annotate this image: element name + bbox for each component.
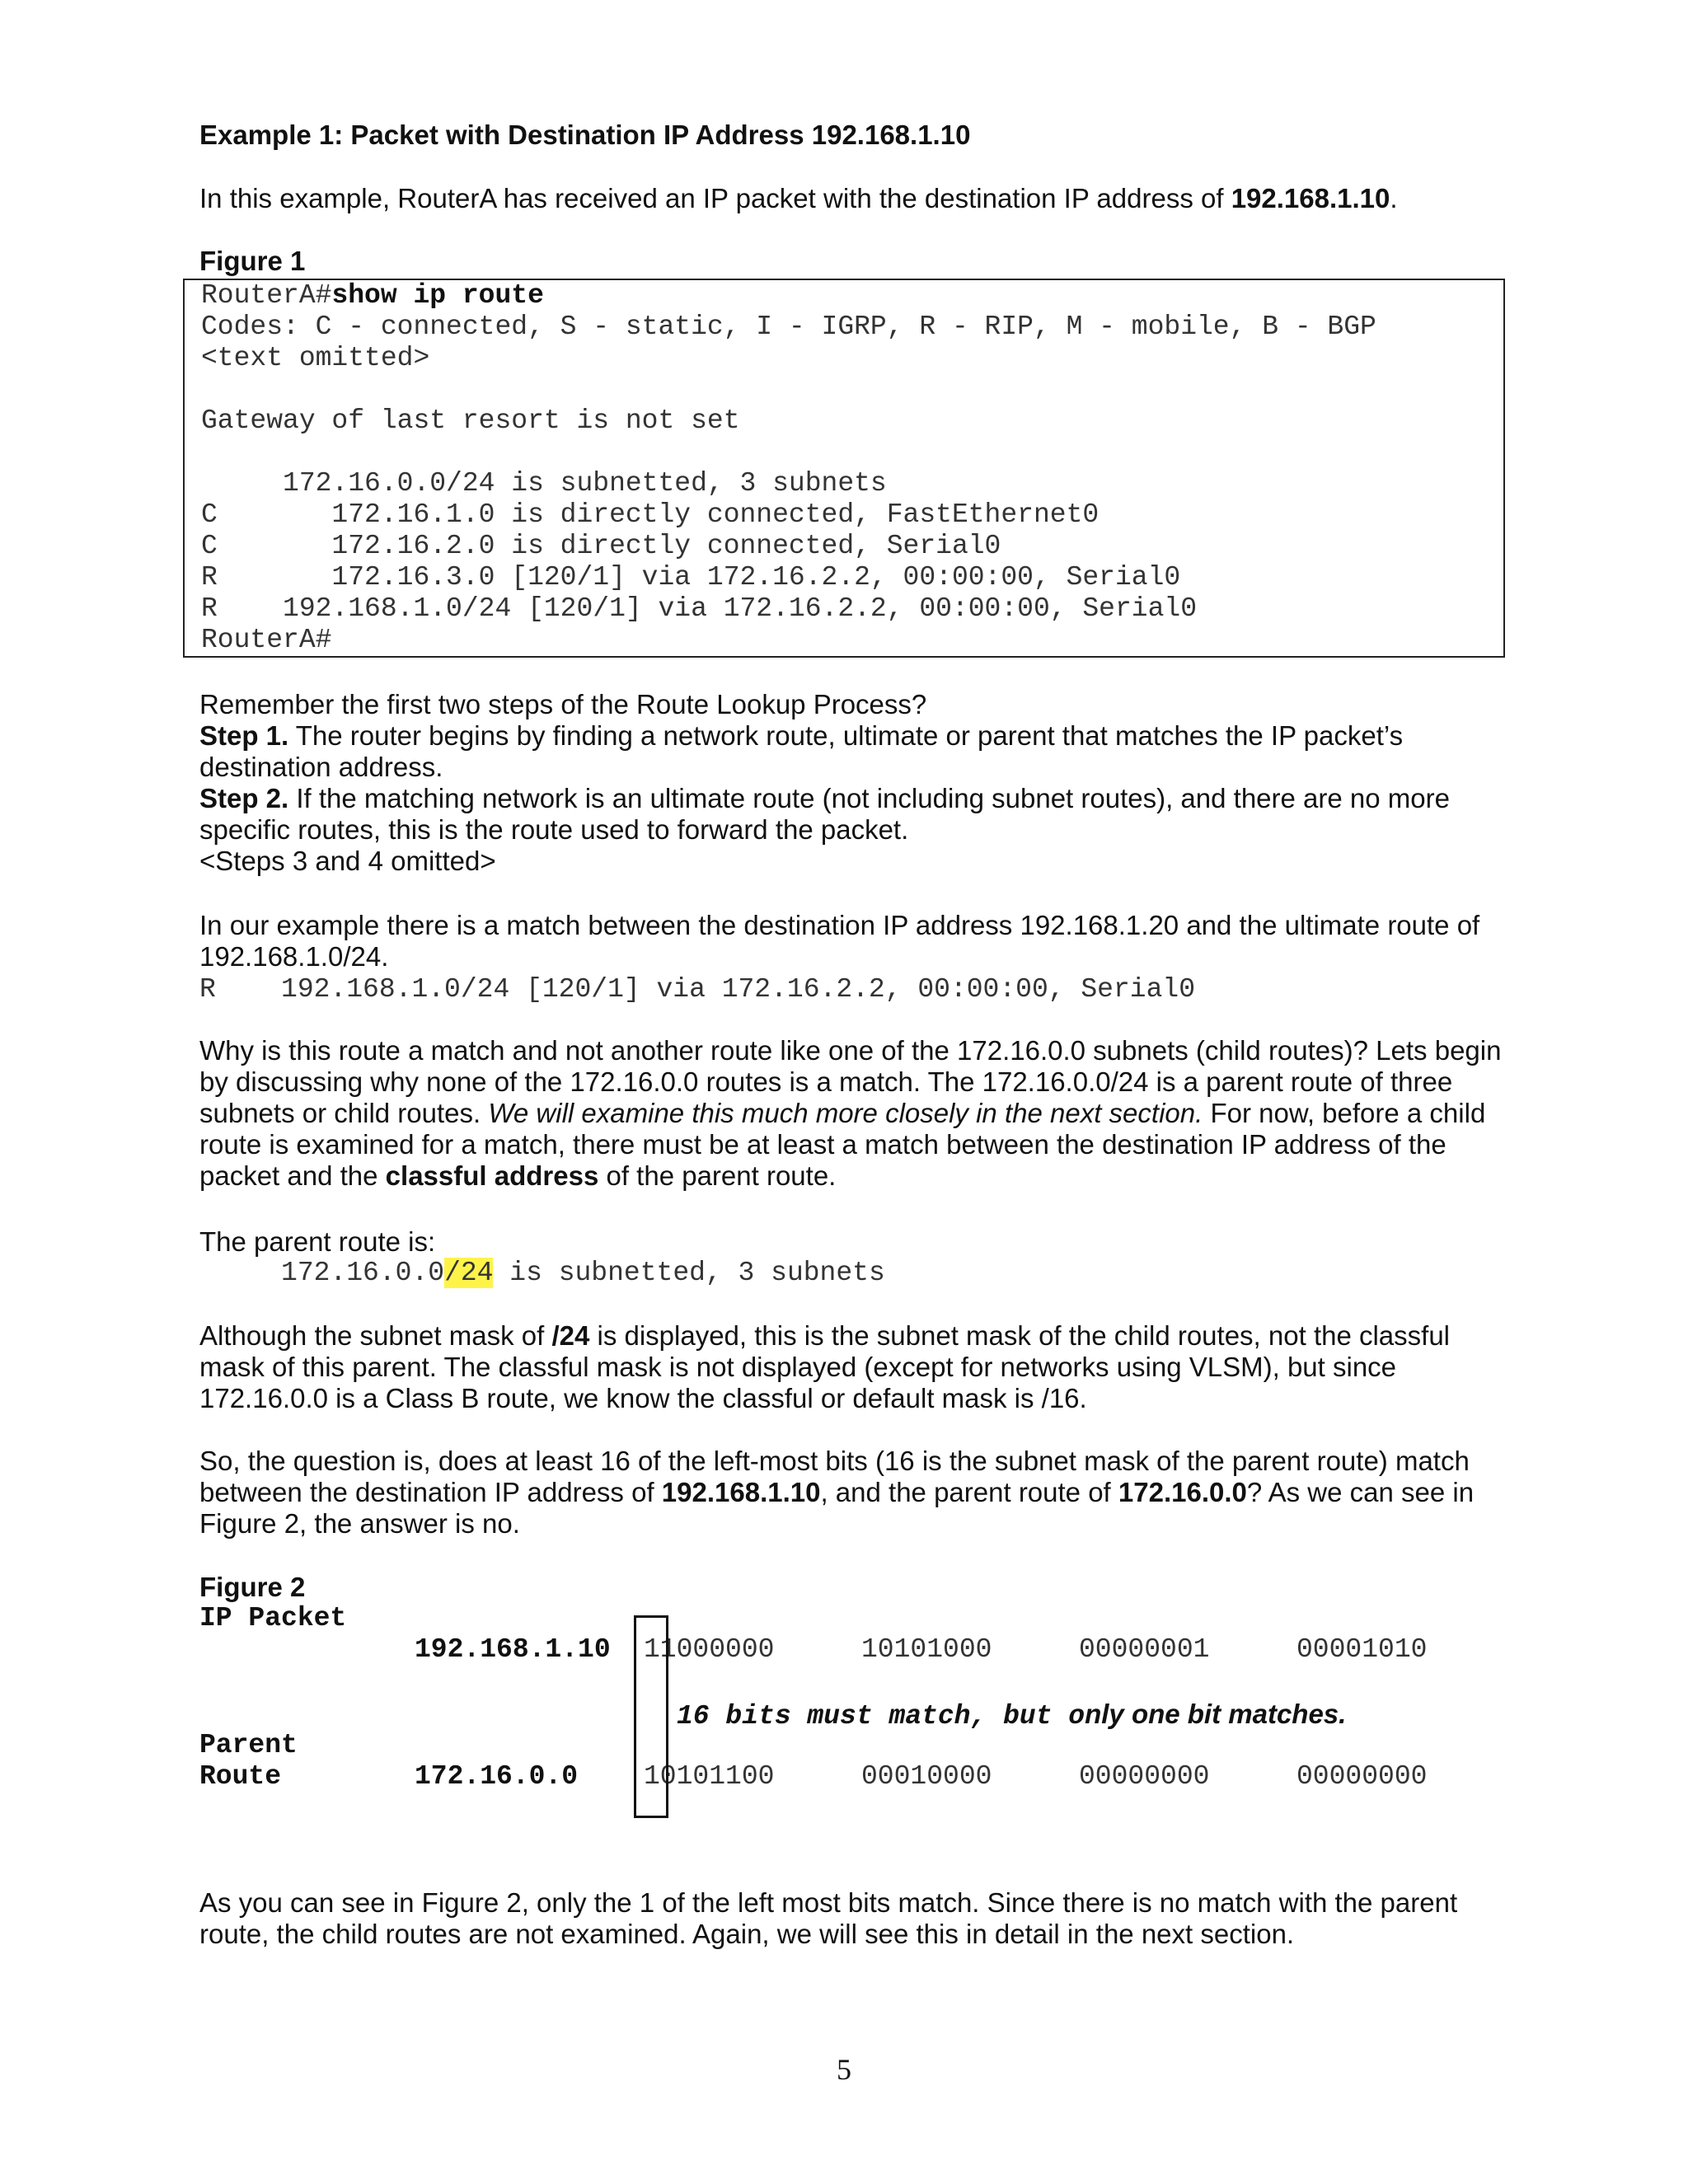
code-line: C 172.16.2.0 is directly connected, Serial0 <box>201 531 1001 561</box>
step-2-text: If the matching network is an ultimate route (not including subnet routes), and there are no more specific routes, this is the route used to forward the packet. <box>199 783 1450 845</box>
figure2-packet-label: IP Packet <box>199 1603 347 1633</box>
step-1-text: The router begins by finding a network route, ultimate or parent that matches the IP packet’s destination address. <box>199 720 1404 782</box>
figure2-note-mono: 16 bits must match, but o <box>677 1701 1085 1732</box>
parent-route-pre: 172.16.0.0 <box>199 1258 445 1288</box>
parent-octet: 00000000 <box>1296 1761 1428 1792</box>
figure1-code-box <box>183 279 1505 658</box>
code-line: C 172.16.1.0 is directly connected, FastEthernet0 <box>201 499 1100 530</box>
figure2-parent-label-1: Parent <box>199 1730 298 1760</box>
packet-octet: 00000001 <box>1079 1634 1210 1665</box>
parent-octet: 00010000 <box>861 1761 992 1792</box>
steps-section <box>199 689 1502 877</box>
steps-question: Remember the first two steps of the Route Lookup Process? <box>199 689 927 719</box>
why-text-2: For now, before a child route is examined for a match, there must be at least a match between the destination IP address of the packet and the <box>199 1098 1486 1191</box>
step-2-label: Step 2. <box>199 783 289 813</box>
intro-text: In this example, RouterA has received an IP packet with the destination IP address of <box>199 183 1231 213</box>
why-italic: We will examine this much more closely in the next section. <box>488 1098 1203 1128</box>
code-line-command <box>201 280 544 312</box>
code-line: Codes: C - connected, S - static, I - IGRP, R - RIP, M - mobile, B - BGP <box>201 312 1376 342</box>
match-route-line: R 192.168.1.0/24 [120/1] via 172.16.2.2, 00:00:00, Serial0 <box>199 974 1195 1005</box>
mask-bold: /24 <box>551 1320 590 1351</box>
question-paragraph <box>199 1446 1502 1540</box>
intro-end: . <box>1390 183 1398 213</box>
parent-octet: 00000000 <box>1079 1761 1210 1792</box>
why-text-1: Why is this route a match and not another route like one of the 172.16.0.0 subnets (child routes)? Lets begin by discussing why none of the 172.16.0.0 routes is a match. The 172.16.0.0/24 is a parent route of three subnets or child routes. <box>199 1035 1502 1128</box>
code-prompt: RouterA# <box>201 280 332 311</box>
figure2-label: Figure 2 <box>199 1572 306 1602</box>
steps-omitted: <Steps 3 and 4 omitted> <box>199 846 496 876</box>
question-text-pre: So, the question is, does at least 16 of the left-most bits (16 is the subnet mask of the parent route) match between the destination IP address of <box>199 1446 1470 1507</box>
figure2-note <box>677 1699 1346 1732</box>
question-text-post: ? As we can see in Figure 2, the answer is no. <box>199 1477 1475 1539</box>
code-line: 172.16.0.0/24 is subnetted, 3 subnets <box>201 468 887 499</box>
intro-ip: 192.168.1.10 <box>1231 183 1390 213</box>
why-bold: classful address <box>385 1160 599 1191</box>
closing-paragraph: As you can see in Figure 2, only the 1 of the left most bits match. Since there is no match with the parent route, the child routes are not examined. Again, we will see this in detail in the next section. <box>199 1887 1458 1949</box>
example-heading: Example 1: Packet with Destination IP Address 192.168.1.10 <box>199 120 971 150</box>
question-bold-parent: 172.16.0.0 <box>1118 1477 1247 1507</box>
figure1-label: Figure 1 <box>199 246 306 276</box>
code-line: R 172.16.3.0 [120/1] via 172.16.2.2, 00:00:00, Serial0 <box>201 562 1181 593</box>
step-1-label: Step 1. <box>199 720 289 751</box>
code-line: <text omitted> <box>201 343 430 373</box>
parent-route-highlight: /24 <box>444 1258 494 1288</box>
why-text-3: of the parent route. <box>598 1160 837 1191</box>
mask-paragraph <box>199 1320 1502 1414</box>
code-line: R 192.168.1.0/24 [120/1] via 172.16.2.2, 00:00:00, Serial0 <box>201 593 1197 624</box>
figure2-note-sans: nly one bit matches. <box>1085 1699 1347 1729</box>
packet-octet: 00001010 <box>1296 1634 1428 1665</box>
parent-label: The parent route is: <box>199 1226 436 1257</box>
packet-octet: 11000000 <box>644 1634 775 1665</box>
match-paragraph: In our example there is a match between the destination IP address 192.168.1.20 and the ultimate route of 192.168.1.0/24. <box>199 910 1480 972</box>
parent-route-post: is subnetted, 3 subnets <box>493 1258 885 1288</box>
mask-text-pre: Although the subnet mask of <box>199 1320 552 1351</box>
matching-bit-box <box>634 1615 668 1818</box>
intro-paragraph <box>199 183 1502 214</box>
question-bold-ip: 192.168.1.10 <box>661 1477 821 1507</box>
parent-octet: 10101100 <box>644 1761 775 1792</box>
code-line: Gateway of last resort is not set <box>201 405 740 436</box>
step-2 <box>199 783 1502 846</box>
why-paragraph <box>199 1035 1502 1192</box>
figure2-parent-ip: 172.16.0.0 <box>415 1761 579 1792</box>
figure2-packet-ip: 192.168.1.10 <box>415 1634 611 1665</box>
step-1 <box>199 720 1502 783</box>
packet-octet: 10101000 <box>861 1634 992 1665</box>
code-command: show ip route <box>331 280 544 311</box>
figure2-parent-label-2: Route <box>199 1761 282 1792</box>
question-text-mid: , and the parent route of <box>820 1477 1118 1507</box>
code-line: RouterA# <box>201 625 332 655</box>
parent-route-line <box>199 1258 885 1289</box>
page-number: 5 <box>837 2053 851 2086</box>
mask-text-post: is displayed, this is the subnet mask of the child routes, not the classful mask of this parent. The classful mask is not displayed (except for networks using VLSM), but since 172.16.0.0 is a Class B route, we know the classful or default mask is /16. <box>199 1320 1451 1413</box>
